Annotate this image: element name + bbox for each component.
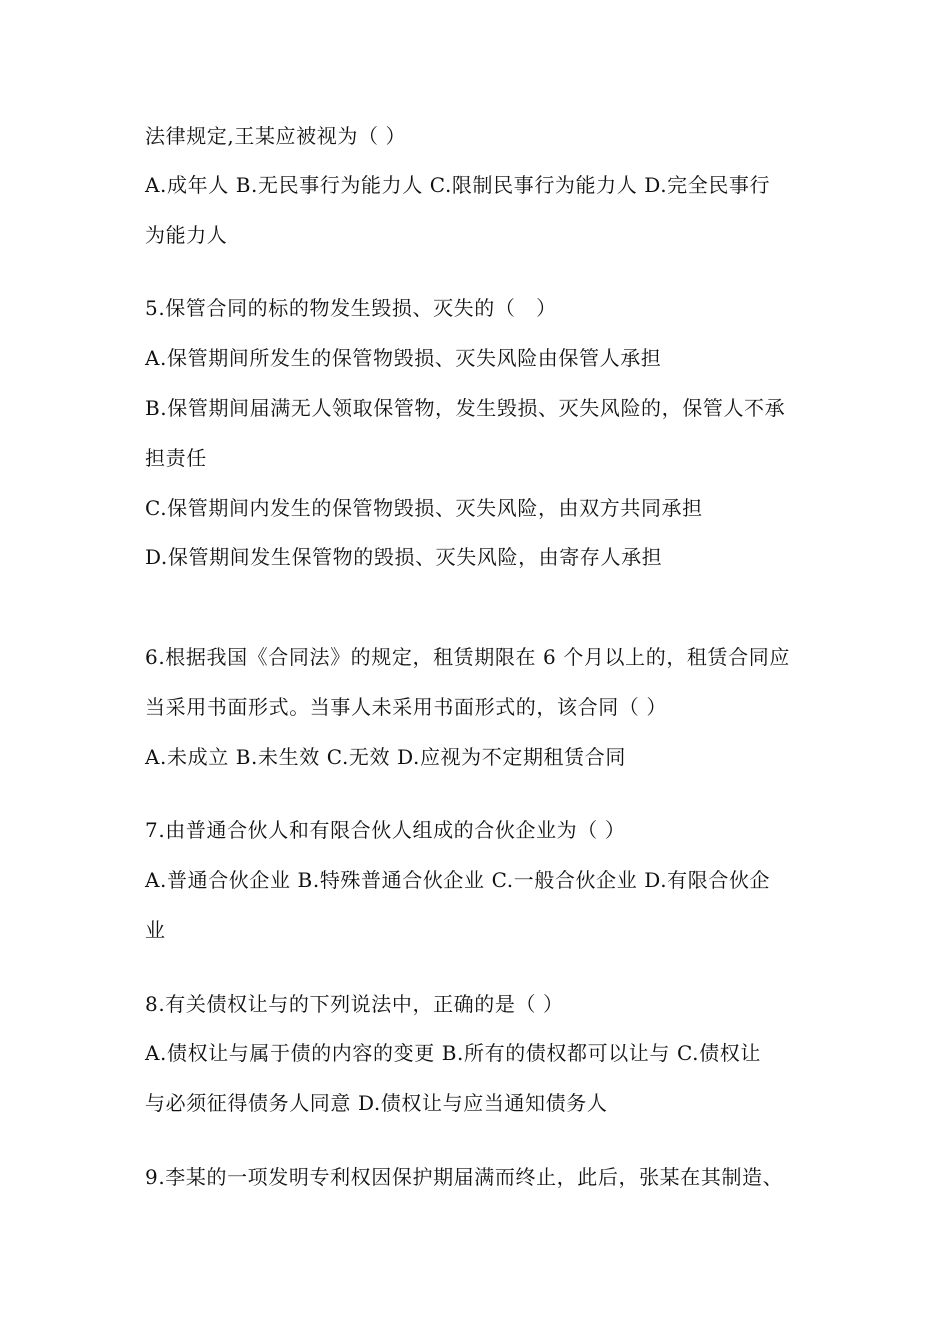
question-4-options-line-2: 为能力人	[145, 223, 228, 247]
question-7-options-line-2: 业	[145, 918, 166, 942]
question-5-stem: 5.保管合同的标的物发生毁损、灭失的（ ）	[145, 296, 557, 320]
question-7-stem: 7.由普通合伙人和有限合伙人组成的合伙企业为（ ）	[145, 818, 626, 842]
question-5-option-c: C.保管期间内发生的保管物毁损、灭失风险，由双方共同承担	[145, 496, 703, 520]
question-5-option-b-line-1: B.保管期间届满无人领取保管物，发生毁损、灭失风险的，保管人不承	[145, 396, 786, 420]
question-5-option-a: A.保管期间所发生的保管物毁损、灭失风险由保管人承担	[145, 346, 662, 370]
question-6-options: A.未成立 B.未生效 C.无效 D.应视为不定期租赁合同	[145, 745, 626, 769]
question-9-stem-line-1: 9.李某的一项发明专利权因保护期届满而终止，此后，张某在其制造、	[145, 1165, 784, 1189]
question-8-options-line-1: A.债权让与属于债的内容的变更 B.所有的债权都可以让与 C.债权让	[145, 1041, 761, 1065]
text-line-1: 法律规定,王某应被视为（ ）	[145, 124, 407, 148]
question-6-stem-line-2: 当采用书面形式。当事人未采用书面形式的，该合同（ ）	[145, 695, 667, 719]
question-6-stem-line-1: 6.根据我国《合同法》的规定，租赁期限在 6 个月以上的，租赁合同应	[145, 645, 790, 669]
question-8-options-line-2: 与必须征得债务人同意 D.债权让与应当通知债务人	[145, 1091, 608, 1115]
question-5-option-d: D.保管期间发生保管物的毁损、灭失风险，由寄存人承担	[145, 545, 663, 569]
question-4-options-line-1: A.成年人 B.无民事行为能力人 C.限制民事行为能力人 D.完全民事行	[145, 173, 771, 197]
question-8-stem: 8.有关债权让与的下列说法中，正确的是（ ）	[145, 992, 564, 1016]
question-7-options-line-1: A.普通合伙企业 B.特殊普通合伙企业 C.一般合伙企业 D.有限合伙企	[145, 868, 771, 892]
question-5-option-b-line-2: 担责任	[145, 446, 207, 470]
